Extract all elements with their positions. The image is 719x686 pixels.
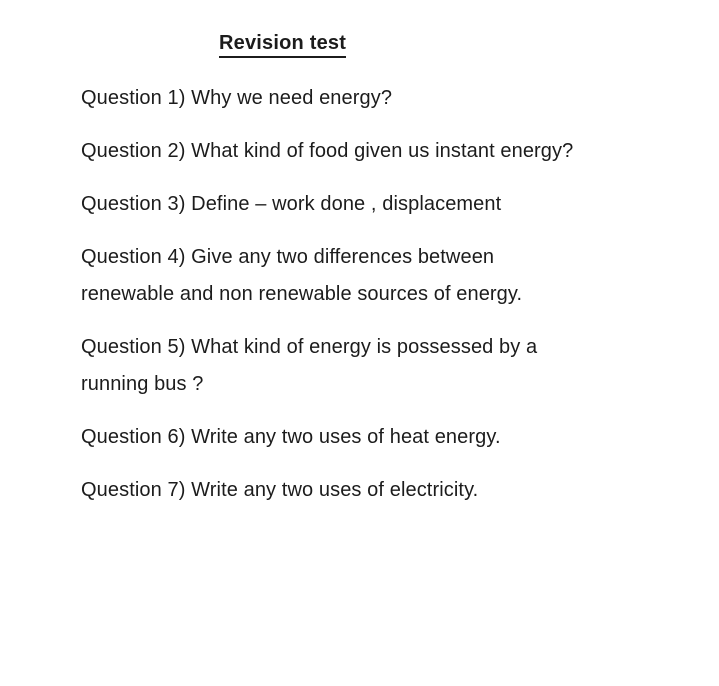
question-list bbox=[0, 80, 719, 509]
question-text: Question 5) What kind of energy is possessed by a running bus ? bbox=[81, 336, 538, 395]
question-text: Question 6) Write any two uses of heat energy. bbox=[81, 426, 501, 448]
question-text: Question 1) Why we need energy? bbox=[81, 87, 393, 109]
question-text: Question 3) Define – work done , displacement bbox=[81, 193, 502, 215]
question-text: Question 2) What kind of food given us instant energy? bbox=[81, 140, 574, 162]
title-container bbox=[219, 0, 719, 58]
question-text: Question 4) Give any two differences between renewable and non renewable sources of energy. bbox=[81, 246, 523, 305]
document-title: Revision test bbox=[219, 31, 346, 58]
question-text: Question 7) Write any two uses of electricity. bbox=[81, 479, 479, 501]
